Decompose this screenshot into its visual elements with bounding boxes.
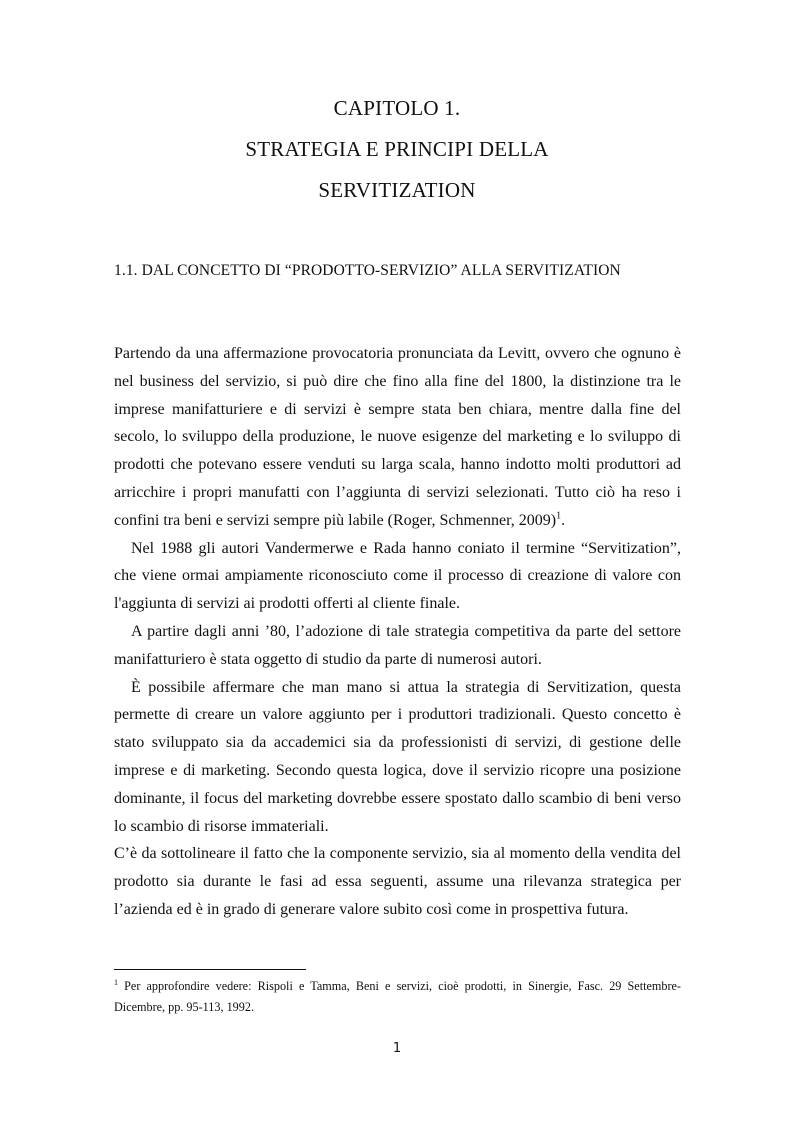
footnote-text: Per approfondire vedere: Rispoli e Tamma, Beni e servizi, cioè prodotti, in Sinergie, Fasc. 29 Settembre-Dicembre, pp. 95-113, 1992. xyxy=(114,979,681,1014)
chapter-title-line-1: STRATEGIA E PRINCIPI DELLA xyxy=(245,137,549,161)
paragraph-2: Nel 1988 gli autori Vandermerwe e Rada hanno coniato il termine “Servitization”, che viene ormai ampiamente riconosciuto come il processo di creazione di valore con l'aggiunta di servizi ai prodotti offerti al cliente finale. xyxy=(114,539,681,613)
footnote xyxy=(114,976,681,1018)
paragraph-1-text: Partendo da una affermazione provocatoria pronunciata da Levitt, ovvero che ognuno è nel business del servizio, si può dire che fino alla fine del 1800, la distinzione tra le imprese manifatturiere e di servizi è sempre stata ben chiara, mentre dalla fine del secolo, lo sviluppo della produzione, le nuove esigenze del marketing e lo sviluppo di prodotti che potevano essere venduti su larga scala, hanno indotto molti produttori ad arricchire i propri manufatti con l’aggiunta di servizi selezionati. Tutto ciò ha reso i confini tra beni e servizi sempre più labile (Roger, Schmenner, 2009) xyxy=(114,345,681,529)
body-text xyxy=(114,340,681,924)
paragraph-5: C’è da sottolineare il fatto che la componente servizio, sia al momento della vendita del prodotto sia durante le fasi ad essa seguenti, assume una rilevanza strategica per l’azienda ed è in grado di generare valore subito così come in prospettiva futura. xyxy=(114,845,681,918)
chapter-title-line-2: SERVITIZATION xyxy=(318,178,476,202)
paragraph-3: A partire dagli anni ’80, l’adozione di tale strategia competitiva da parte del settore manifatturiero è stata oggetto di studio da parte di numerosi autori. xyxy=(114,622,681,668)
chapter-number: CAPITOLO 1. xyxy=(333,96,461,120)
paragraph-4: È possibile affermare che man mano si attua la strategia di Servitization, questa permette di creare un valore aggiunto per i produttori tradizionali. Questo concetto è stato sviluppato sia da accademici sia da professionisti di servizi, di gestione delle imprese e di marketing. Secondo questa logica, dove il servizio ricopre una posizione dominante, il focus del marketing dovrebbe essere spostato dallo scambio di beni verso lo scambio di risorse immateriali. xyxy=(114,678,681,835)
paragraph-1 xyxy=(114,340,681,535)
footnote-divider xyxy=(114,969,306,970)
section-heading: 1.1. DAL CONCETTO DI “PRODOTTO-SERVIZIO” ALLA SERVITIZATION xyxy=(114,262,621,279)
page-number: 1 xyxy=(392,1041,402,1056)
footnote-marker: 1 xyxy=(114,977,118,987)
paragraph-1-end: . xyxy=(561,511,566,529)
footnote-reference: 1 xyxy=(556,510,562,522)
